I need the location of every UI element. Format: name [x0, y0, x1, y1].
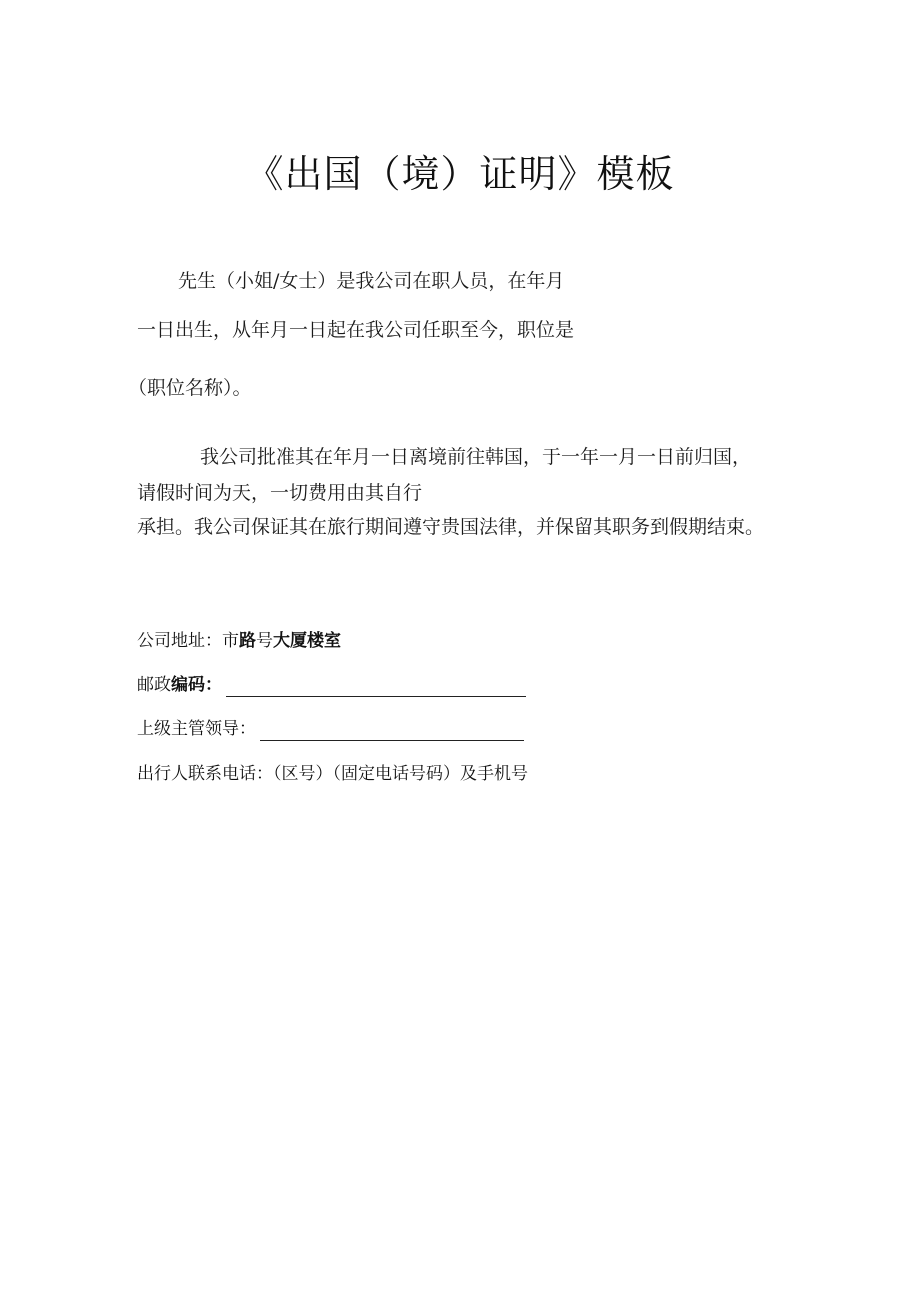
paragraph-2-line-2: 请假时间为天，一切费用由其自行	[137, 482, 423, 504]
paragraph-2-line-1: 我公司批准其在年月一日离境前往韩国，于一年一月一日前归国，	[200, 446, 752, 468]
contact-phone-line: 出行人联系电话：（区号）（固定电话号码）及手机号	[137, 764, 528, 784]
company-address-line	[137, 629, 341, 653]
page-title: 《出国（境）证明》模板	[245, 152, 675, 196]
paragraph-1-line-2: 一日出生，从年月一日起在我公司任职至今，职位是	[137, 319, 575, 341]
company-address-building: 大厦楼室	[273, 631, 341, 651]
company-address-number: 号	[256, 631, 273, 651]
company-address-road: 路	[239, 631, 256, 651]
company-address-label: 公司地址：	[137, 631, 222, 651]
paragraph-1-line-3: （职位名称）。	[128, 377, 252, 399]
supervisor-blank[interactable]	[260, 722, 524, 741]
postcode-blank[interactable]	[226, 678, 526, 697]
supervisor-line	[137, 717, 524, 741]
paragraph-1-line-1: 先生（小姐/女士）是我公司在职人员，在年月	[178, 270, 565, 292]
paragraph-2-line-3: 承担。我公司保证其在旅行期间遵守贵国法律，并保留其职务到假期结束。	[137, 516, 765, 538]
company-address-city: 市	[222, 631, 239, 651]
supervisor-label: 上级主管领导：	[137, 719, 256, 739]
postcode-label-b: 编码：	[171, 675, 222, 695]
postcode-label-a: 邮政	[137, 675, 171, 695]
postcode-line	[137, 673, 526, 697]
